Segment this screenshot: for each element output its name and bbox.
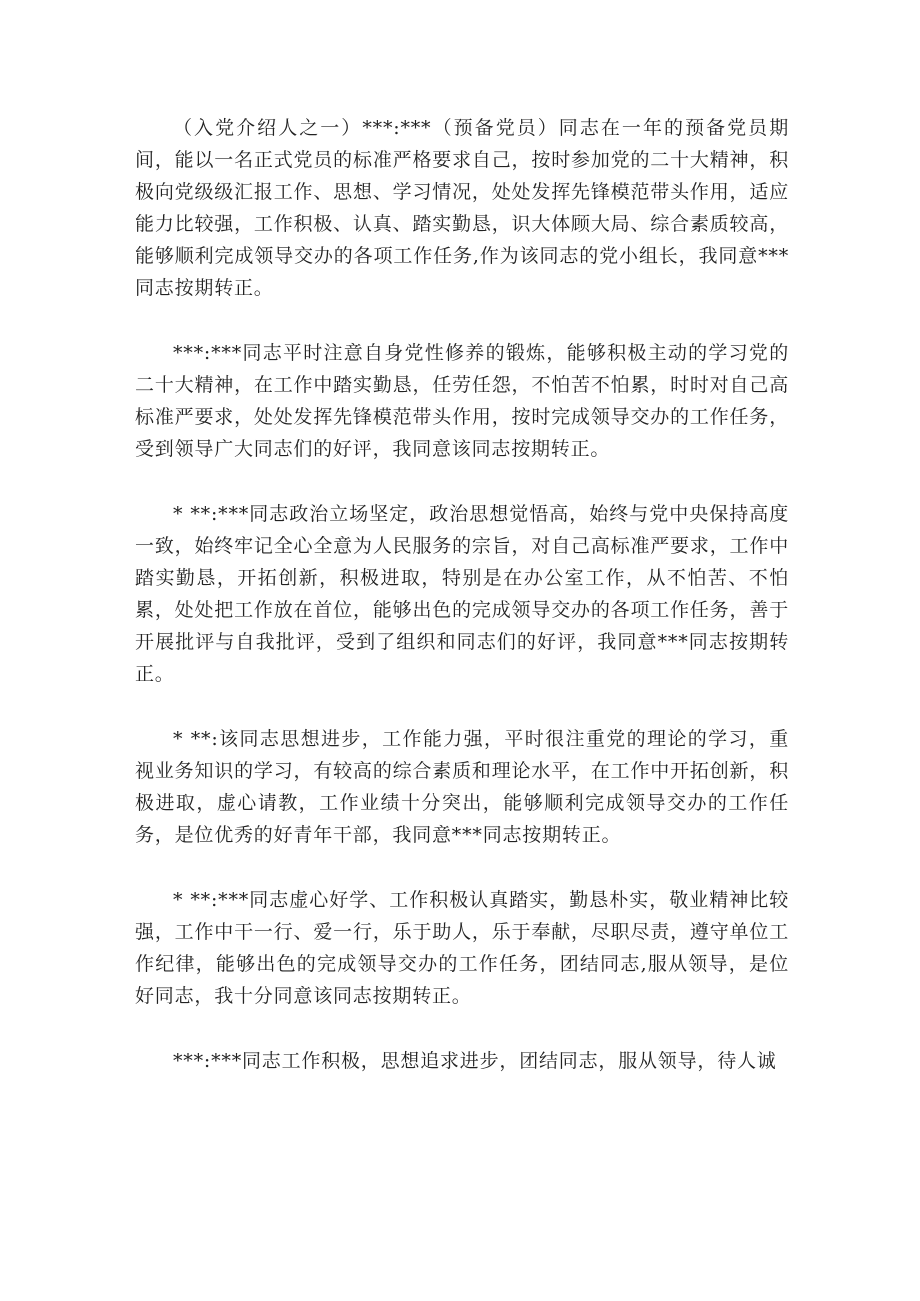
document-body bbox=[135, 112, 789, 1110]
paragraph-3: * **:***同志政治立场坚定，政治思想觉悟高，始终与党中央保持高度一致，始终牢记全心全意为人民服务的宗旨，对自己高标准严要求，工作中踏实勤恳，开拓创新，积极进取，特别是在办公室工作，从不怕苦、不怕累，处处把工作放在首位，能够出色的完成领导交办的各项工作任务，善于开展批评与自我批评，受到了组织和同志们的好评，我同意***同志按期转正。 bbox=[135, 503, 789, 685]
paragraph-4: * **:该同志思想进步，工作能力强，平时很注重党的理论的学习，重视业务知识的学习，有较高的综合素质和理论水平，在工作中开拓创新，积极进取，虚心请教，工作业绩十分突出，能够顺利完成领导交办的工作任务，是位优秀的好青年干部，我同意***同志按期转正。 bbox=[135, 728, 789, 846]
paragraph-5: * **:***同志虚心好学、工作积极认真踏实，勤恳朴实，敬业精神比较强，工作中干一行、爱一行，乐于助人，乐于奉献，尽职尽责，遵守单位工作纪律，能够出色的完成领导交办的工作任务，团结同志,服从领导，是位好同志，我十分同意该同志按期转正。 bbox=[135, 889, 789, 1007]
paragraph-1: （入党介绍人之一）***:***（预备党员）同志在一年的预备党员期间，能以一名正式党员的标准严格要求自己，按时参加党的二十大精神，积极向党级级汇报工作、思想、学习情况，处处发挥先锋模范带头作用，适应能力比较强，工作积极、认真、踏实勤恳，识大体顾大局、综合素质较高，能够顺利完成领导交办的各项工作任务,作为该同志的党小组长，我同意***同志按期转正。 bbox=[135, 117, 789, 299]
paragraph-6: ***:***同志工作积极，思想追求进步，团结同志，服从领导，待人诚 bbox=[173, 1050, 777, 1072]
paragraph-2: ***:***同志平时注意自身党性修养的锻炼，能够积极主动的学习党的二十大精神，在工作中踏实勤恳，任劳任怨，不怕苦不怕累，时时对自己高标准严要求，处处发挥先锋模范带头作用，按时完成领导交办的工作任务，受到领导广大同志们的好评，我同意该同志按期转正。 bbox=[135, 342, 789, 460]
